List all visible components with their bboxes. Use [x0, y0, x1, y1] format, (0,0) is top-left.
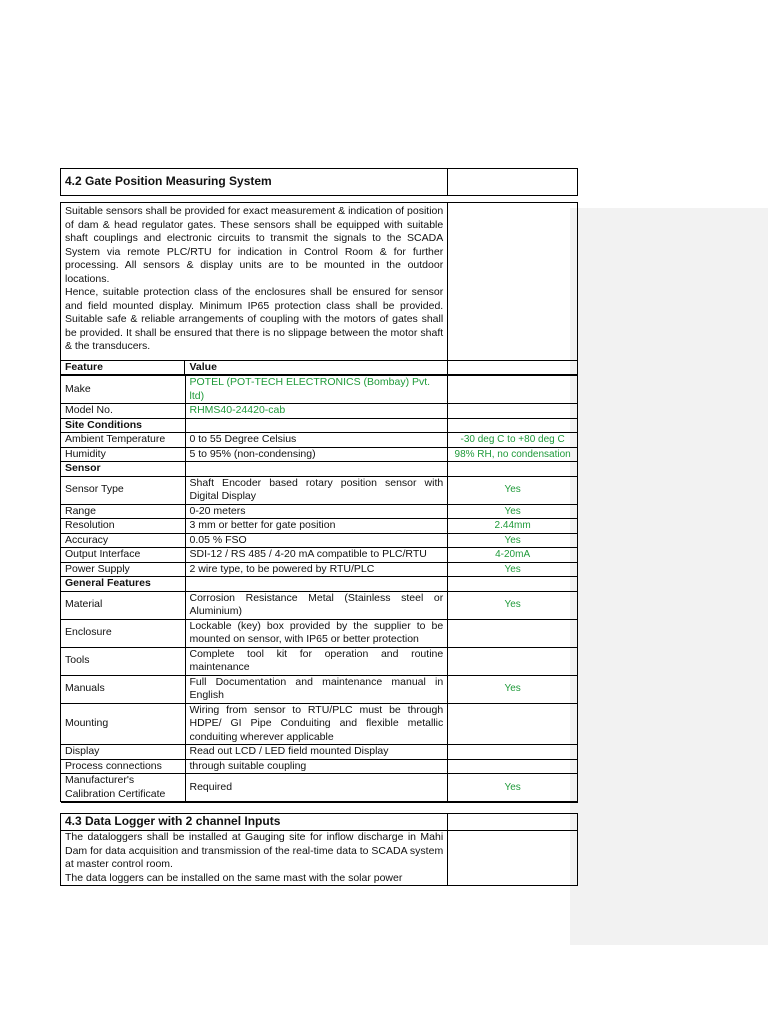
table-row [61, 504, 578, 519]
remark-cell [448, 376, 578, 404]
value-cell: Corrosion Resistance Metal (Stainless steel or Aluminium) [185, 591, 448, 619]
remark-cell [448, 619, 578, 647]
feature-cell: Power Supply [61, 562, 186, 577]
feature-cell: Tools [61, 647, 186, 675]
table-row [61, 519, 578, 534]
table-row [61, 647, 578, 675]
subsection-label: General Features [61, 577, 186, 592]
value-cell: Complete tool kit for operation and routine maintenance [185, 647, 448, 675]
spec-table-rows [60, 375, 578, 802]
remark-cell: -30 deg C to +80 deg C [448, 433, 578, 448]
table-row [61, 675, 578, 703]
feature-cell: Process connections [61, 759, 186, 774]
feature-cell: Mounting [61, 703, 186, 745]
feature-cell: Output Interface [61, 548, 186, 563]
remark-cell: Yes [448, 562, 578, 577]
feature-cell: Enclosure [61, 619, 186, 647]
value-cell: POTEL (POT-TECH ELECTRONICS (Bombay) Pvt. ltd) [185, 376, 448, 404]
value-cell: 5 to 95% (non-condensing) [185, 447, 448, 462]
value-cell: 0 to 55 Degree Celsius [185, 433, 448, 448]
section43-description: The dataloggers shall be installed at Gauging site for inflow discharge in Mahi Dam for data acquisition and transmission of the real-time data to SCADA system at master control room. The data loggers can be installed on the same mast with the solar power [61, 831, 448, 886]
value-cell: SDI-12 / RS 485 / 4-20 mA compatible to PLC/RTU [185, 548, 448, 563]
subsection-label: Sensor [61, 462, 186, 477]
value-cell: 0.05 % FSO [185, 533, 448, 548]
header-feature: Feature [61, 360, 185, 375]
spec-table [60, 168, 578, 375]
side-panel [570, 208, 768, 945]
table-row [61, 619, 578, 647]
value-cell: Wiring from sensor to RTU/PLC must be through HDPE/ GI Pipe Conduiting and flexible metallic conduiting wherever applicable [185, 703, 448, 745]
remark-cell: Yes [448, 504, 578, 519]
value-cell: Required [185, 774, 448, 802]
value-cell: 2 wire type, to be powered by RTU/PLC [185, 562, 448, 577]
value-cell: Shaft Encoder based rotary position sensor with Digital Display [185, 476, 448, 504]
remark-cell [448, 647, 578, 675]
feature-cell: Material [61, 591, 186, 619]
value-cell: Full Documentation and maintenance manual in English [185, 675, 448, 703]
table-row [61, 433, 578, 448]
section43-title: 4.3 Data Logger with 2 channel Inputs [61, 814, 448, 831]
feature-cell: Manufacturer's Calibration Certificate [61, 774, 186, 802]
feature-cell: Sensor Type [61, 476, 186, 504]
remark-cell [448, 745, 578, 760]
feature-cell: Resolution [61, 519, 186, 534]
table-row [61, 447, 578, 462]
value-cell: 3 mm or better for gate position [185, 519, 448, 534]
value-cell: RHMS40-24420-cab [185, 404, 448, 419]
remark-cell [448, 759, 578, 774]
table-row [61, 548, 578, 563]
table-row [61, 376, 578, 404]
feature-cell: Ambient Temperature [61, 433, 186, 448]
value-cell: 0-20 meters [185, 504, 448, 519]
remark-cell [448, 703, 578, 745]
table-row [61, 774, 578, 802]
table-row [61, 533, 578, 548]
value-cell: Read out LCD / LED field mounted Display [185, 745, 448, 760]
remark-cell [448, 404, 578, 419]
remark-cell: Yes [448, 476, 578, 504]
section43-table [60, 802, 578, 886]
remark-cell: 2.44mm [448, 519, 578, 534]
subsection-row [61, 418, 578, 433]
section43-title-row [61, 814, 578, 831]
remark-cell: Yes [448, 675, 578, 703]
feature-cell: Display [61, 745, 186, 760]
section-title-row [61, 169, 578, 196]
remark-cell: Yes [448, 591, 578, 619]
remark-cell: 98% RH, no condensation [448, 447, 578, 462]
table-header-row [61, 360, 578, 375]
document [60, 168, 578, 886]
remark-cell: Yes [448, 533, 578, 548]
feature-cell: Make [61, 376, 186, 404]
value-cell: through suitable coupling [185, 759, 448, 774]
remark-cell: 4-20mA [448, 548, 578, 563]
table-row [61, 476, 578, 504]
feature-cell: Model No. [61, 404, 186, 419]
header-value: Value [185, 360, 448, 375]
remark-cell: Yes [448, 774, 578, 802]
subsection-label: Site Conditions [61, 418, 186, 433]
section-title: 4.2 Gate Position Measuring System [61, 169, 448, 196]
section-description: Suitable sensors shall be provided for exact measurement & indication of position of dam & head regulator gates. These sensors shall be equipped with suitable shaft couplings and electronic circuits to transmit the signals to the SCADA System via remote PLC/RTU for indication in Control Room & for further processing. All sensors & display units are to be mounted in the outdoor locations. Hence, suitable protection class of the enclosures shall be ensured for sensor and field mounted display. Minimum IP65 protection class shall be provided. Suitable safe & reliable arrangements of coupling with the motors of gates shall be provided. It shall be ensured that there is no slippage between the motor shaft & the transducers. [61, 203, 448, 361]
feature-cell: Humidity [61, 447, 186, 462]
feature-cell: Accuracy [61, 533, 186, 548]
table-row [61, 759, 578, 774]
table-row [61, 591, 578, 619]
feature-cell: Manuals [61, 675, 186, 703]
subsection-row [61, 462, 578, 477]
section43-description-row [61, 831, 578, 886]
feature-cell: Range [61, 504, 186, 519]
table-row [61, 404, 578, 419]
description-row [61, 203, 578, 361]
subsection-row [61, 577, 578, 592]
table-row [61, 703, 578, 745]
table-row [61, 745, 578, 760]
value-cell: Lockable (key) box provided by the supplier to be mounted on sensor, with IP65 or better protection [185, 619, 448, 647]
table-row [61, 562, 578, 577]
